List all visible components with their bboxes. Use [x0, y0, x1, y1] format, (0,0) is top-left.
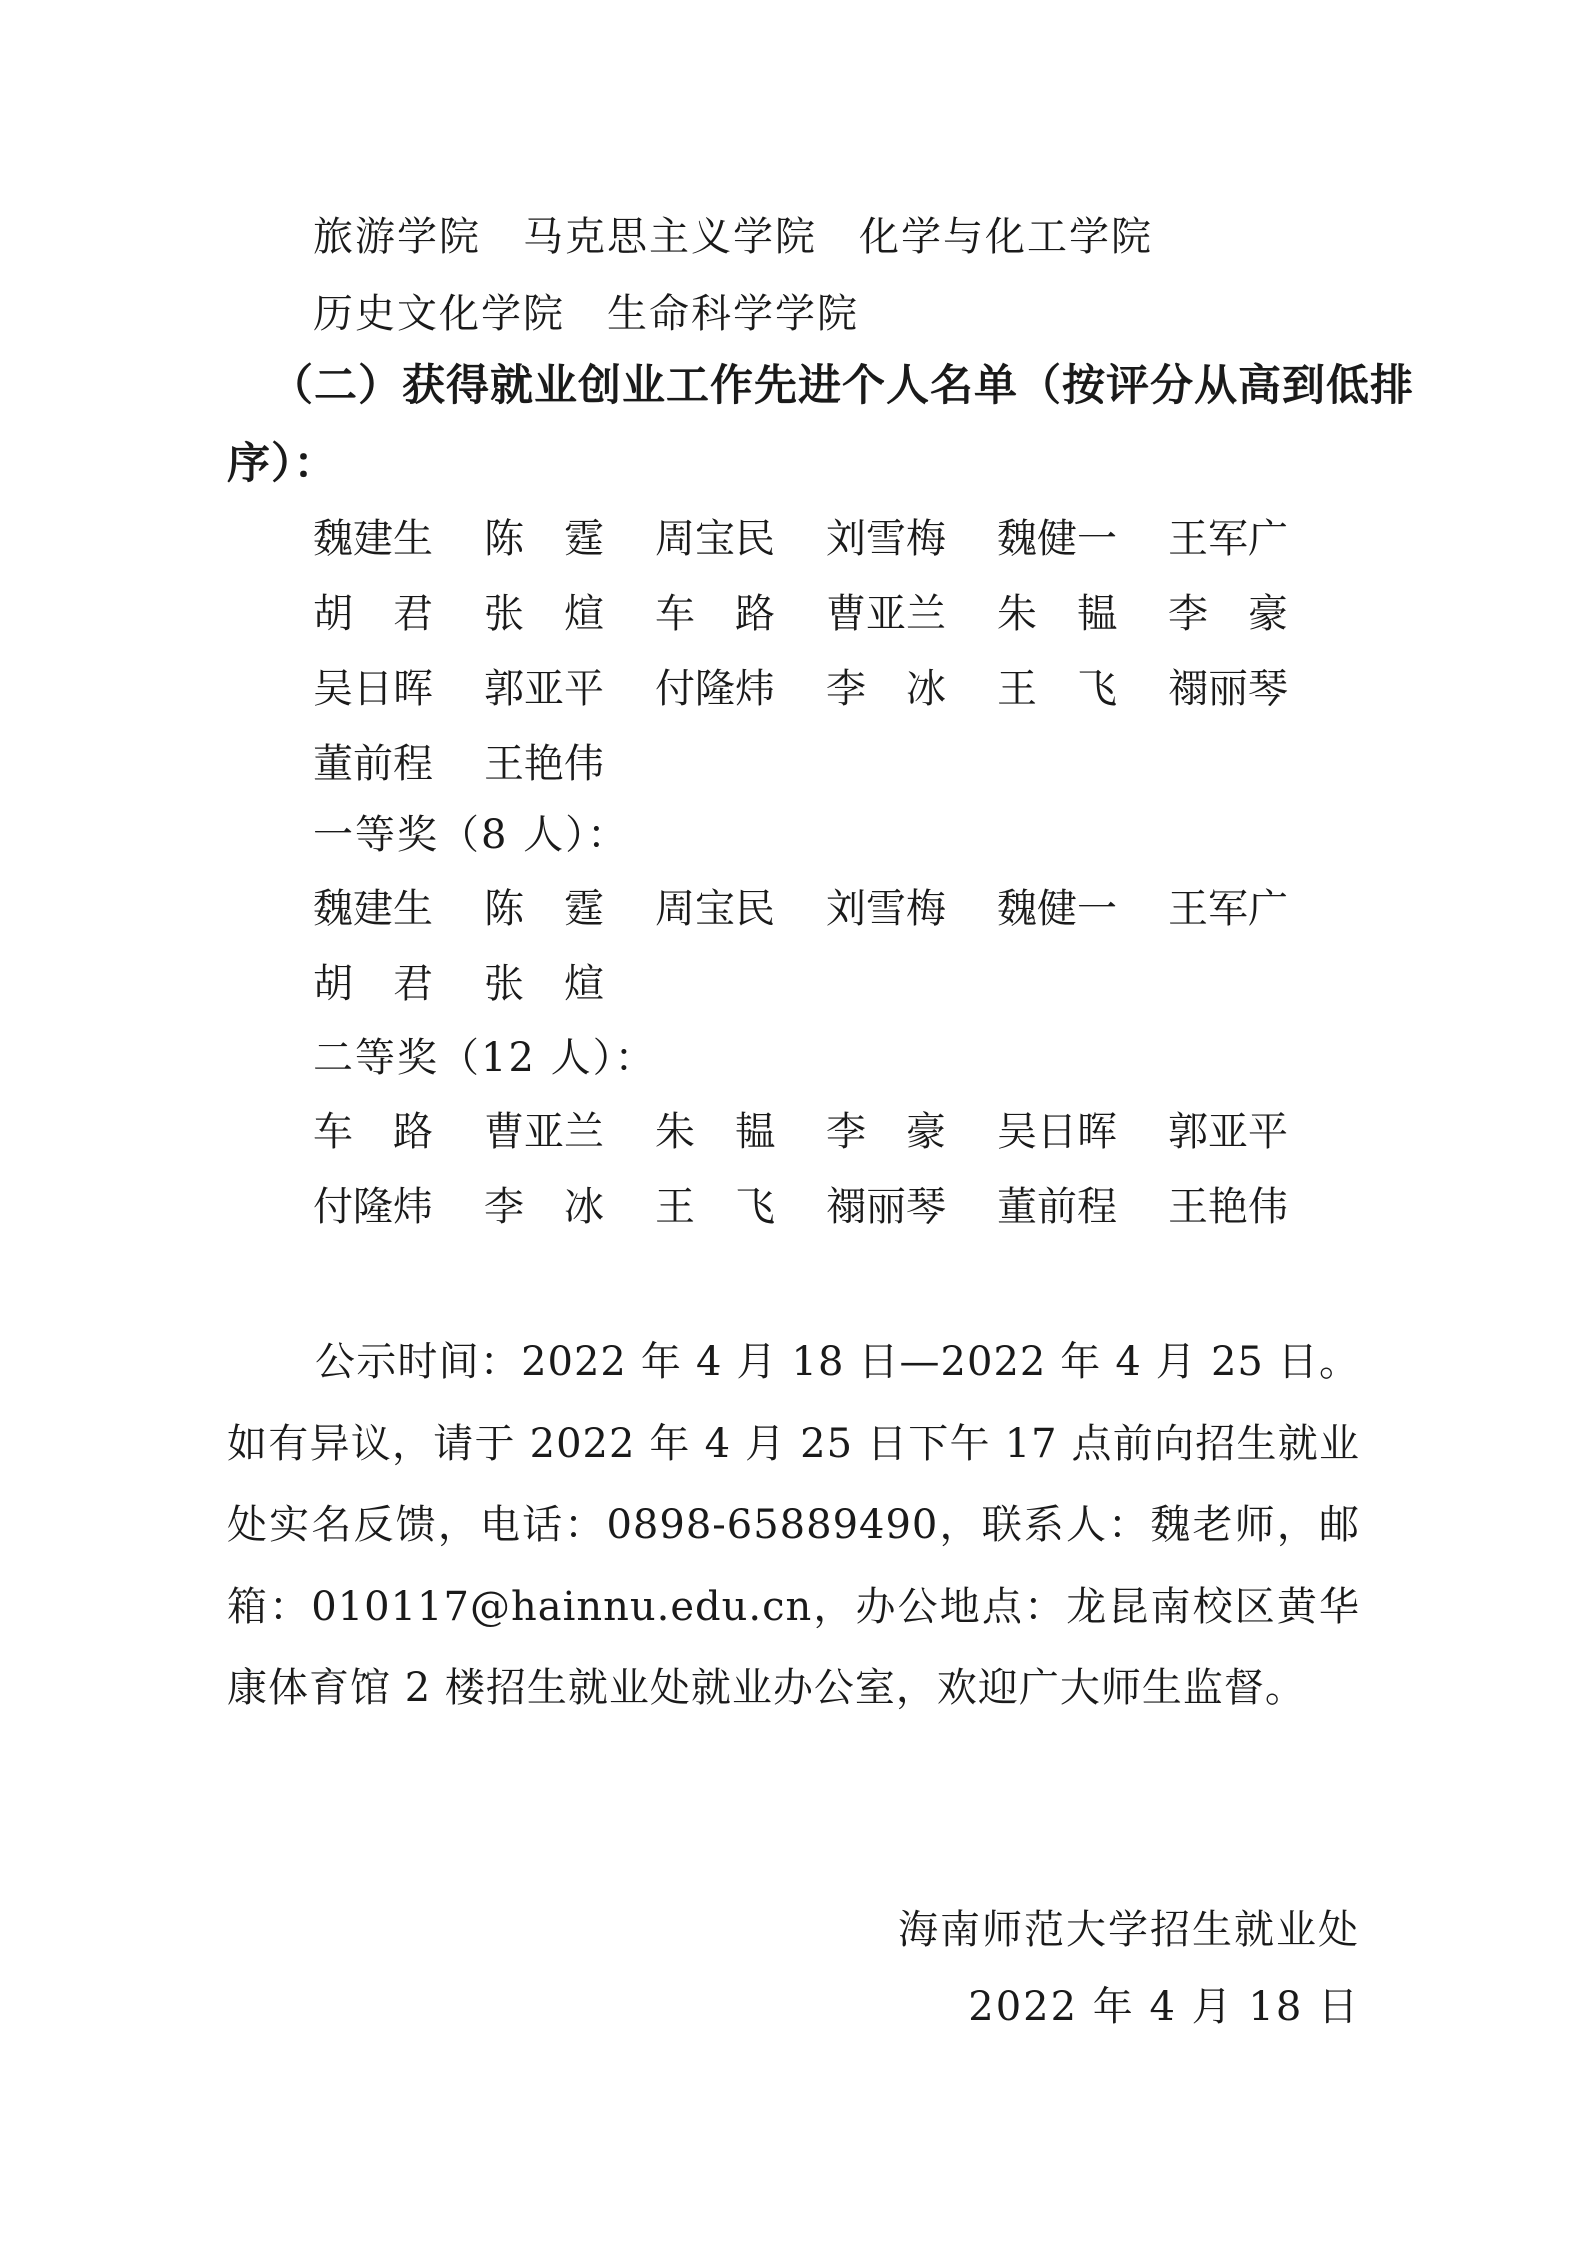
person-name: 王 艳 伟	[1168, 1184, 1288, 1230]
person-name: 禤 丽 琴	[826, 1184, 946, 1230]
name-row	[313, 738, 1339, 790]
person-name: 郭 亚 平	[484, 666, 604, 712]
person-name: 李 冰	[484, 1184, 604, 1230]
person-name: 魏 建 生	[313, 516, 433, 562]
person-name: 陈 霆	[484, 886, 604, 932]
person-name: 曹 亚 兰	[826, 591, 946, 637]
person-name: 禤 丽 琴	[1168, 666, 1288, 712]
person-name: 陈 霆	[484, 516, 604, 562]
name-row	[313, 588, 1339, 640]
person-name: 车 路	[655, 591, 775, 637]
person-name: 王 艳 伟	[484, 741, 604, 787]
person-name: 张 煊	[484, 961, 604, 1007]
signature-org: 海南师范大学招生就业处	[898, 1907, 1360, 1953]
person-name: 刘 雪 梅	[826, 516, 946, 562]
colleges-line-2: 历史文化学院 生命科学学院	[313, 291, 859, 337]
name-row	[313, 513, 1339, 565]
person-name: 车 路	[313, 1109, 433, 1155]
person-name: 周 宝 民	[655, 516, 775, 562]
person-name: 董 前 程	[313, 741, 433, 787]
first-prize-label: 一等奖（8 人）：	[313, 812, 630, 858]
person-name: 王 军 广	[1168, 516, 1288, 562]
person-name: 李 冰	[826, 666, 946, 712]
person-name: 王 飞	[655, 1184, 775, 1230]
person-name: 王 飞	[997, 666, 1117, 712]
name-row	[313, 663, 1339, 715]
person-name: 魏 健 一	[997, 886, 1117, 932]
person-name: 吴 日 晖	[313, 666, 433, 712]
section-heading-line-1: （二）获得就业创业工作先进个人名单（按评分从高到低排	[270, 361, 1414, 411]
person-name: 刘 雪 梅	[826, 886, 946, 932]
person-name: 胡 君	[313, 591, 433, 637]
person-name: 张 煊	[484, 591, 604, 637]
person-name: 王 军 广	[1168, 886, 1288, 932]
signature-date: 2022 年 4 月 18 日	[968, 1984, 1360, 2030]
name-row	[313, 1181, 1339, 1233]
name-row	[313, 1106, 1339, 1158]
second-prize-label: 二等奖（12 人）：	[313, 1035, 657, 1081]
person-name: 董 前 程	[997, 1184, 1117, 1230]
colleges-line-1: 旅游学院 马克思主义学院 化学与化工学院	[313, 214, 1153, 260]
name-row	[313, 958, 1339, 1010]
person-name: 魏 建 生	[313, 886, 433, 932]
person-name: 李 豪	[1168, 591, 1288, 637]
name-row	[313, 883, 1339, 935]
section-heading-line-2: 序）：	[227, 439, 338, 489]
person-name: 周 宝 民	[655, 886, 775, 932]
person-name: 吴 日 晖	[997, 1109, 1117, 1155]
person-name: 曹 亚 兰	[484, 1109, 604, 1155]
person-name: 李 豪	[826, 1109, 946, 1155]
person-name: 胡 君	[313, 961, 433, 1007]
person-name: 魏 健 一	[997, 516, 1117, 562]
notice-paragraph: 公示时间：2022 年 4 月 18 日—2022 年 4 月 25 日。如有异议，请于 2022 年 4 月 25 日下午 17 点前向招生就业处实名反馈，电话：0898-65889490，联系人：魏老师，邮箱：010117@hainnu.edu.cn，办公地点：龙昆南校区黄华康体育馆 2 楼招生就业处就业办公室，欢迎广大师生监督。	[227, 1339, 1360, 1711]
person-name: 付 隆 炜	[313, 1184, 433, 1230]
person-name: 郭 亚 平	[1168, 1109, 1288, 1155]
person-name: 朱 韫	[997, 591, 1117, 637]
person-name: 朱 韫	[655, 1109, 775, 1155]
person-name: 付 隆 炜	[655, 666, 775, 712]
